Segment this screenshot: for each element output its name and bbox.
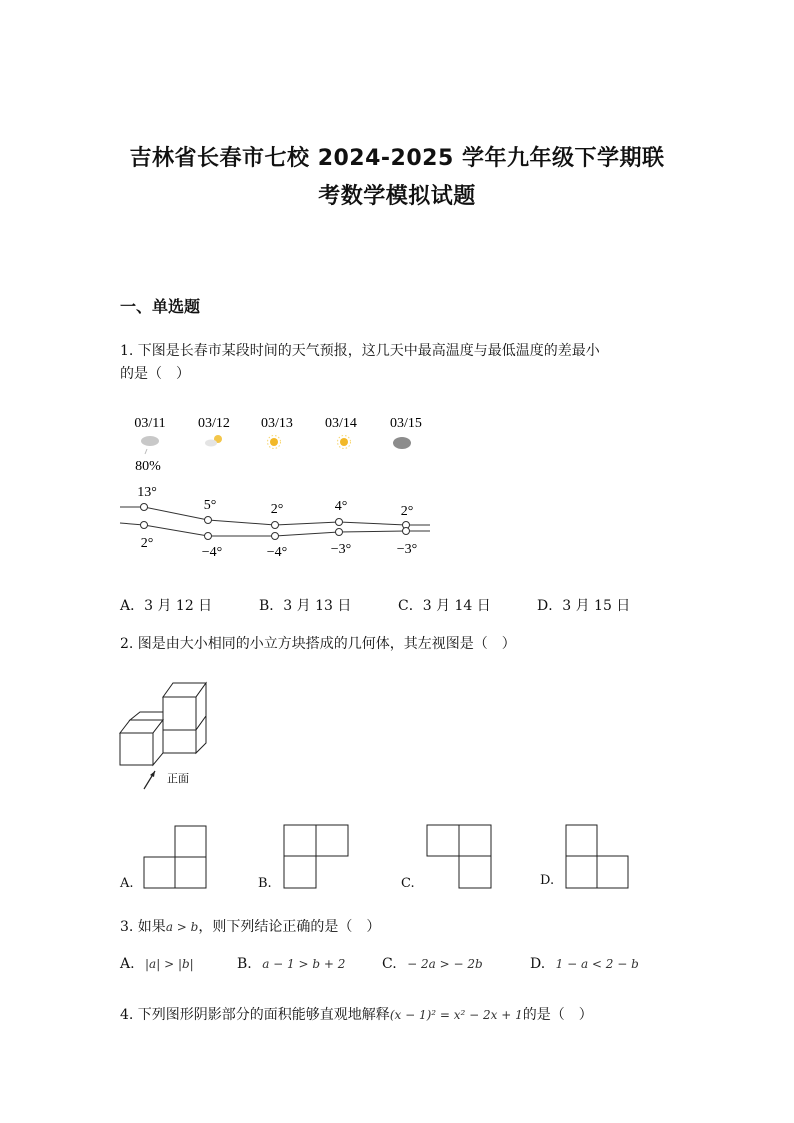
question-3-suffix: ，则下列结论正确的是（ ） [198,919,381,935]
cube-solid-figure [110,675,220,795]
question-4-text [120,1004,720,1027]
partly-sunny-icon [205,435,222,447]
low-point-5 [403,528,410,535]
low-temp-4: −3° [330,542,352,557]
option-b[interactable] [237,956,345,972]
low-temp-2: −4° [201,545,223,560]
option-c[interactable]: C．3 月 14 日 [398,598,491,614]
question-1-line-1: 1. 下图是长春市某段时间的天气预报，这几天中最高温度与最低温度的差最小 [120,343,600,359]
page-title [60,140,734,216]
high-point-1 [141,504,148,511]
option-a-label: A. [120,956,135,972]
option-d[interactable]: D. [540,873,555,888]
forecast-date-3: 03/13 [261,416,293,431]
rain-cloud-icon [141,436,159,454]
option-a[interactable]: A. [120,876,134,891]
low-point-3 [272,533,279,540]
weather-forecast-figure [110,405,440,570]
high-point-2 [205,517,212,524]
question-1-line-2: 的是（ ） [120,366,190,382]
section-heading: 一、单选题 [120,297,201,316]
front-label: 正面 [167,773,189,785]
option-a-expr: |a| > |b| [145,957,194,971]
question-1-text [120,340,680,386]
low-temp-5: −3° [396,542,418,557]
high-temp-5: 2° [400,504,414,519]
option-a[interactable] [120,956,194,972]
low-point-2 [205,533,212,540]
rain-chance: 80% [135,459,161,474]
title-line-2: 考数学模拟试题 [318,184,476,209]
option-d-view[interactable] [564,823,632,891]
cloud-icon [393,437,411,449]
option-b-expr: a − 1 > b + 2 [262,957,346,971]
high-temp-1: 13° [137,485,157,500]
question-3-text [120,916,680,939]
option-d-expr: 1 − a < 2 − b [555,957,639,971]
low-temp-1: 2° [140,536,154,551]
forecast-date-4: 03/14 [325,416,357,431]
forecast-date-5: 03/15 [390,416,422,431]
option-d[interactable]: D．3 月 15 日 [537,598,631,614]
question-4-expr: (x − 1)² = x² − 2x + 1 [389,1008,523,1022]
question-3-condition: a > b [165,920,199,934]
option-a[interactable]: A．3 月 12 日 [120,598,213,614]
front-arrow-icon [144,771,155,789]
option-c[interactable]: C. [401,876,415,891]
question-3-options [120,956,680,976]
forecast-date-2: 03/12 [198,416,230,431]
low-point-1 [141,522,148,529]
question-4-suffix: 的是（ ） [522,1007,593,1023]
option-c-label: C. [382,956,397,972]
option-c-view[interactable] [425,823,493,891]
low-point-4 [336,529,343,536]
option-b[interactable]: B．3 月 13 日 [259,598,352,614]
option-b-view[interactable] [282,823,350,891]
question-3-prefix: 3. 如果 [120,919,166,935]
high-temp-2: 5° [203,498,217,513]
option-a-view[interactable] [142,823,210,891]
high-temp-4: 4° [334,499,348,514]
question-4-prefix: 4. 下列图形阴影部分的面积能够直观地解释 [120,1007,390,1023]
option-d-label: D. [530,956,546,972]
option-b-label: B. [237,956,252,972]
question-2-text: 2. 图是由大小相同的小立方块搭成的几何体，其左视图是（ ） [120,636,516,652]
forecast-date-1: 03/11 [134,416,166,431]
title-line-1: 吉林省长春市七校 2024-2025 学年九年级下学期联 [129,146,665,171]
sun-icon [268,436,281,449]
high-point-4 [336,519,343,526]
option-c[interactable] [382,956,483,972]
option-c-expr: − 2a > − 2b [407,957,483,971]
low-temp-3: −4° [266,545,288,560]
option-d[interactable] [530,956,639,972]
high-temp-3: 2° [270,502,284,517]
option-b[interactable]: B. [258,876,272,891]
sun-icon [338,436,351,449]
question-1-options [120,595,680,615]
high-point-3 [272,522,279,529]
